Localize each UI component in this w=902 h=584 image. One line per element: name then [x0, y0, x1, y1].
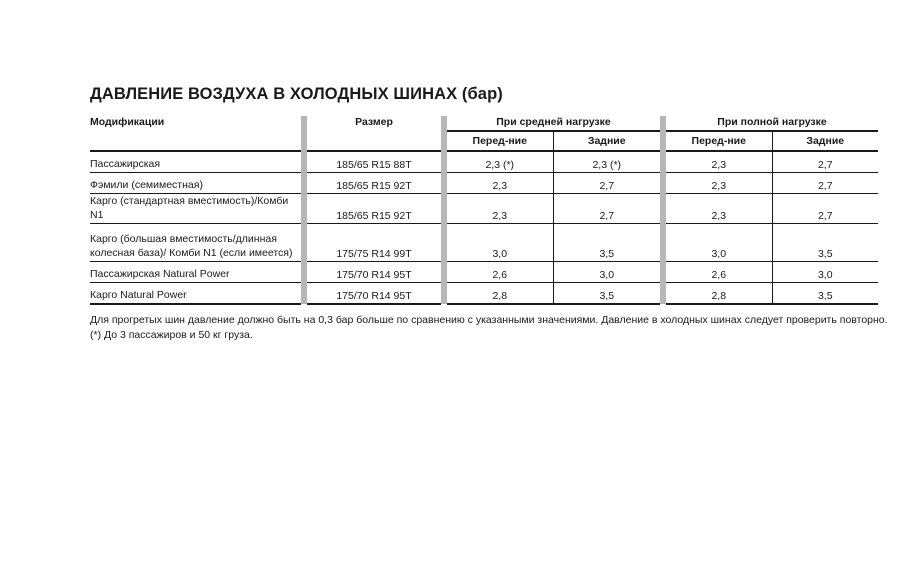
cell-full-rear: 3,5 [772, 224, 878, 262]
cell-size: 175/75 R14 99T [307, 224, 441, 262]
table-row [90, 151, 878, 173]
title-text: ДАВЛЕНИЕ ВОЗДУХА В ХОЛОДНЫХ ШИНАХ [90, 85, 458, 103]
cell-mid-front: 2,6 [447, 262, 553, 283]
cell-full-front: 2,8 [666, 283, 772, 305]
cell-size: 185/65 R15 92T [307, 173, 441, 194]
header-medium-front: Перед-ние [447, 131, 553, 151]
header-medium-rear: Задние [553, 131, 660, 151]
cell-full-front: 3,0 [666, 224, 772, 262]
cell-full-rear: 3,0 [772, 262, 878, 283]
cell-mid-front: 2,3 (*) [447, 151, 553, 173]
tire-pressure-document [90, 85, 888, 343]
cell-mid-rear: 2,3 (*) [553, 151, 660, 173]
cell-size: 185/65 R15 92T [307, 194, 441, 224]
cell-modification: Фэмили (семиместная) [90, 173, 301, 194]
cell-full-front: 2,3 [666, 194, 772, 224]
cell-size: 185/65 R15 88T [307, 151, 441, 173]
cell-mid-front: 2,8 [447, 283, 553, 305]
cell-modification: Карго Natural Power [90, 283, 301, 305]
cell-mid-rear: 2,7 [553, 194, 660, 224]
cell-size: 175/70 R14 95T [307, 262, 441, 283]
header-size: Размер [355, 116, 393, 128]
header-medium-load: При средней нагрузке [496, 116, 611, 128]
note-warm-tires: Для прогретых шин давление должно быть на 0,3 бар больше по сравнению с указанными значениями. Давление в холодных шинах следует проверить повторно. [90, 314, 888, 326]
cell-modification: Пассажирская [90, 151, 301, 173]
cell-full-front: 2,3 [666, 173, 772, 194]
cell-mid-rear: 3,5 [553, 224, 660, 262]
cell-mid-front: 3,0 [447, 224, 553, 262]
title-unit: (бар) [461, 85, 503, 103]
page-title [90, 85, 880, 104]
cell-mid-rear: 3,5 [553, 283, 660, 305]
footnotes [90, 313, 888, 343]
cell-full-front: 2,6 [666, 262, 772, 283]
cell-full-rear: 3,5 [772, 283, 878, 305]
cell-modification: Пассажирская Natural Power [90, 262, 301, 283]
cell-full-rear: 2,7 [772, 151, 878, 173]
table-row [90, 283, 878, 305]
cell-modification: Карго (большая вместимость/длинная колесная база)/ Комби N1 (если имеется) [90, 224, 301, 262]
cell-modification: Карго (стандартная вместимость)/Комби N1 [90, 194, 301, 224]
header-full-rear: Задние [772, 131, 878, 151]
cell-size: 175/70 R14 95T [307, 283, 441, 305]
cell-mid-rear: 2,7 [553, 173, 660, 194]
tire-pressure-table [90, 116, 878, 305]
cell-full-rear: 2,7 [772, 194, 878, 224]
cell-mid-rear: 3,0 [553, 262, 660, 283]
cell-mid-front: 2,3 [447, 173, 553, 194]
cell-full-rear: 2,7 [772, 173, 878, 194]
table-row [90, 194, 878, 224]
header-full-front: Перед-ние [666, 131, 772, 151]
cell-mid-front: 2,3 [447, 194, 553, 224]
table-row [90, 173, 878, 194]
table-row [90, 262, 878, 283]
header-modification: Модификации [90, 116, 165, 128]
cell-full-front: 2,3 [666, 151, 772, 173]
header-full-load: При полной нагрузке [717, 116, 827, 128]
note-asterisk: (*) До 3 пассажиров и 50 кг груза. [90, 329, 253, 341]
table-row [90, 224, 878, 262]
